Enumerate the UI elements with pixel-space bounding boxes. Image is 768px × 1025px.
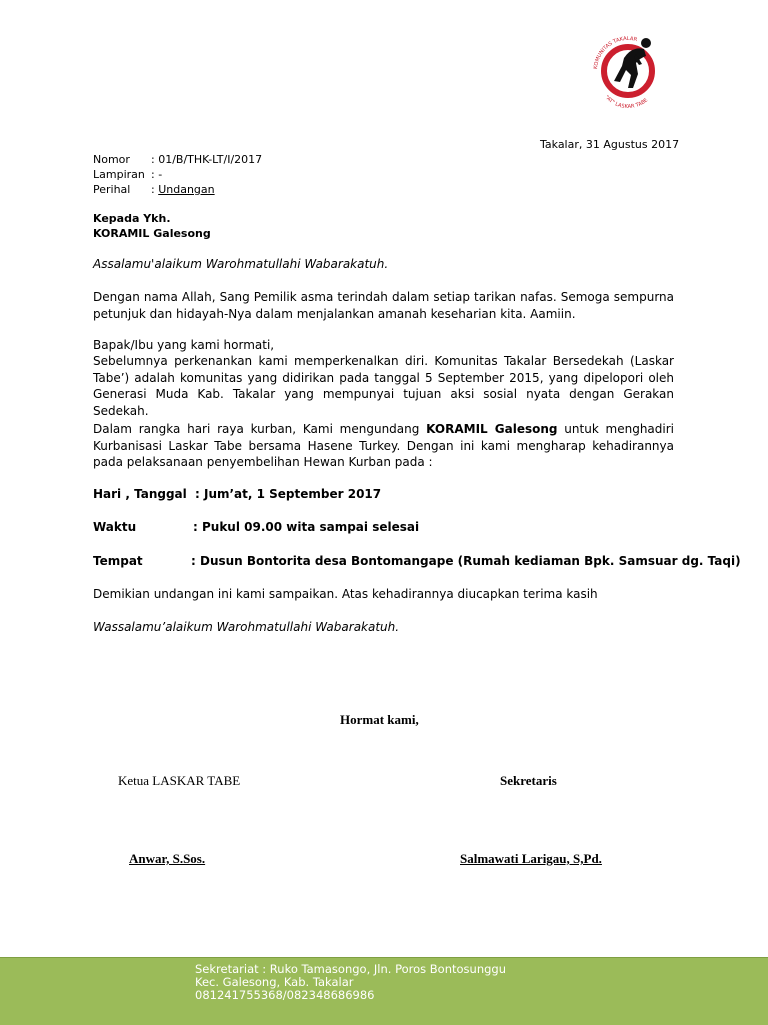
event-date-value: : Jum’at, 1 September 2017 bbox=[195, 487, 382, 501]
paragraph-intro: Dengan nama Allah, Sang Pemilik asma terindah dalam setiap tarikan nafas. Semoga sempurna petunjuk dan hidayah-Nya dalam menjalankan amanah keseharian kita. Aamiin. bbox=[93, 290, 674, 321]
event-date-label: Hari , Tanggal bbox=[93, 487, 187, 501]
event-place-value: : Dusun Bontorita desa Bontomangape (Rumah kediaman Bpk. Samsuar dg. Taqi) bbox=[191, 554, 741, 568]
logo-bottom-text: "AT" LASKAR TABE bbox=[603, 94, 650, 108]
recipient-line1: Kepada Ykh. bbox=[93, 212, 171, 225]
footer-district: Kec. Galesong, Kab. Takalar bbox=[195, 975, 354, 989]
closing-text: Demikian undangan ini kami sampaikan. Atas kehadirannya diucapkan terima kasih bbox=[93, 587, 598, 601]
hormat-kami: Hormat kami, bbox=[340, 712, 419, 727]
meta-lampiran-label: Lampiran bbox=[93, 168, 145, 181]
event-time-label: Waktu bbox=[93, 520, 137, 534]
meta-lampiran-value: : - bbox=[151, 168, 163, 181]
event-time-value: : Pukul 09.00 wita sampai selesai bbox=[193, 520, 420, 534]
greeting: Assalamu'alaikum Warohmatullahi Wabarakatuh. bbox=[93, 257, 389, 271]
footer-address: Sekretariat : Ruko Tamasongo, Jln. Poros Bontosunggu bbox=[195, 962, 507, 976]
salutation: Bapak/Ibu yang kami hormati, bbox=[93, 338, 275, 352]
left-signatory-title: Ketua LASKAR TABE bbox=[118, 773, 241, 788]
left-signatory-name: Anwar, S.Sos. bbox=[129, 851, 206, 866]
meta-perihal-label: Perihal bbox=[93, 183, 131, 196]
right-signatory-title: Sekretaris bbox=[500, 773, 557, 788]
recipient-line2: KORAMIL Galesong bbox=[93, 227, 211, 240]
footer-phone: 081241755368/082348686986 bbox=[195, 988, 375, 1002]
paragraph-introduction: Sebelumnya perkenankan kami memperkenalkan diri. Komunitas Takalar Bersedekah (Laskar Tabe’) adalah komunitas yang didirikan pada tanggal 5 September 2015, yang dipelopori oleh Generasi Muda Kab. Takalar yang mempunyai tujuan aksi sosial nyata dengan Gerakan Sedekah. bbox=[93, 354, 674, 418]
place-date: Takalar, 31 Agustus 2017 bbox=[540, 138, 680, 151]
event-place-label: Tempat bbox=[93, 554, 143, 568]
meta-nomor-label: Nomor bbox=[93, 153, 130, 166]
paragraph-invitation: Dalam rangka hari raya kurban, Kami mengundang KORAMIL Galesong untuk menghadiri Kurbanisasi Laskar Tabe bersama Hasene Turkey. Dengan ini kami mengharap kehadirannya pada pelaksanaan penyembelihan Hewan Kurban pada : bbox=[93, 422, 675, 469]
logo-top-text: KOMUNITAS TAKALAR bbox=[593, 35, 638, 70]
footer-bar bbox=[0, 957, 768, 1025]
meta-nomor-value: : 01/B/THK-LT/I/2017 bbox=[151, 153, 263, 166]
right-signatory-name: Salmawati Larigau, S,Pd. bbox=[460, 851, 602, 866]
meta-perihal-value: : Undangan bbox=[151, 183, 215, 196]
laskar-tabe-logo bbox=[580, 30, 676, 108]
farewell: Wassalamu’alaikum Warohmatullahi Wabarakatuh. bbox=[93, 620, 400, 634]
